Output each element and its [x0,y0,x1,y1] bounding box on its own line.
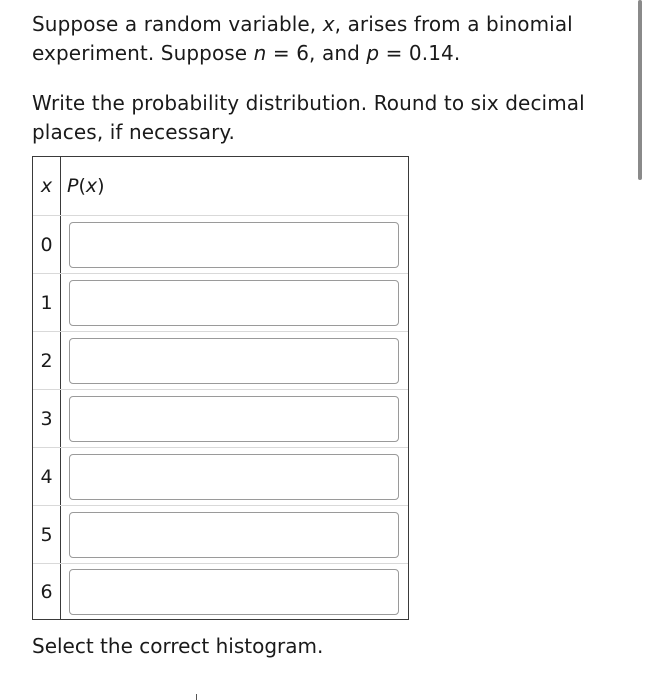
px-cell [61,332,408,389]
question-block [32,10,612,147]
probability-input-6[interactable] [69,569,399,615]
x-value: 0 [33,216,61,273]
variable-x: x [322,12,335,36]
table-row [33,331,408,389]
histogram-top-edge [196,694,197,700]
table-row [33,273,408,331]
probability-input-4[interactable] [69,454,399,500]
probability-distribution-table [32,156,409,620]
probability-input-0[interactable] [69,222,399,268]
probability-input-1[interactable] [69,280,399,326]
px-cell [61,448,408,505]
table-row [33,389,408,447]
table-row [33,215,408,273]
histogram-prompt: Select the correct histogram. [32,634,324,658]
px-cell [61,390,408,447]
x-value: 1 [33,274,61,331]
px-cell [61,216,408,273]
x-value: 6 [33,564,61,619]
header-px [61,157,408,215]
probability-input-5[interactable] [69,512,399,558]
variable-p: p [366,41,380,65]
x-value: 3 [33,390,61,447]
px-cell [61,564,408,619]
x-value: 2 [33,332,61,389]
table-header-row [33,157,408,215]
px-cell [61,506,408,563]
table-row [33,563,408,619]
scrollbar[interactable] [638,0,642,180]
variable-n: n [253,41,267,65]
table-body [33,215,408,619]
header-x: x [33,157,61,215]
x-value: 4 [33,448,61,505]
px-cell [61,274,408,331]
probability-input-3[interactable] [69,396,399,442]
x-value: 5 [33,506,61,563]
table-row [33,447,408,505]
question-text: Suppose a random variable, x, arises from a binomial experiment. Suppose n = 6, and p = 0.14. [32,12,573,65]
table-row [33,505,408,563]
instruction-text: Write the probability distribution. Round to six decimal places, if necessary. [32,91,585,144]
probability-input-2[interactable] [69,338,399,384]
header-p-label: P(x) [67,175,105,197]
